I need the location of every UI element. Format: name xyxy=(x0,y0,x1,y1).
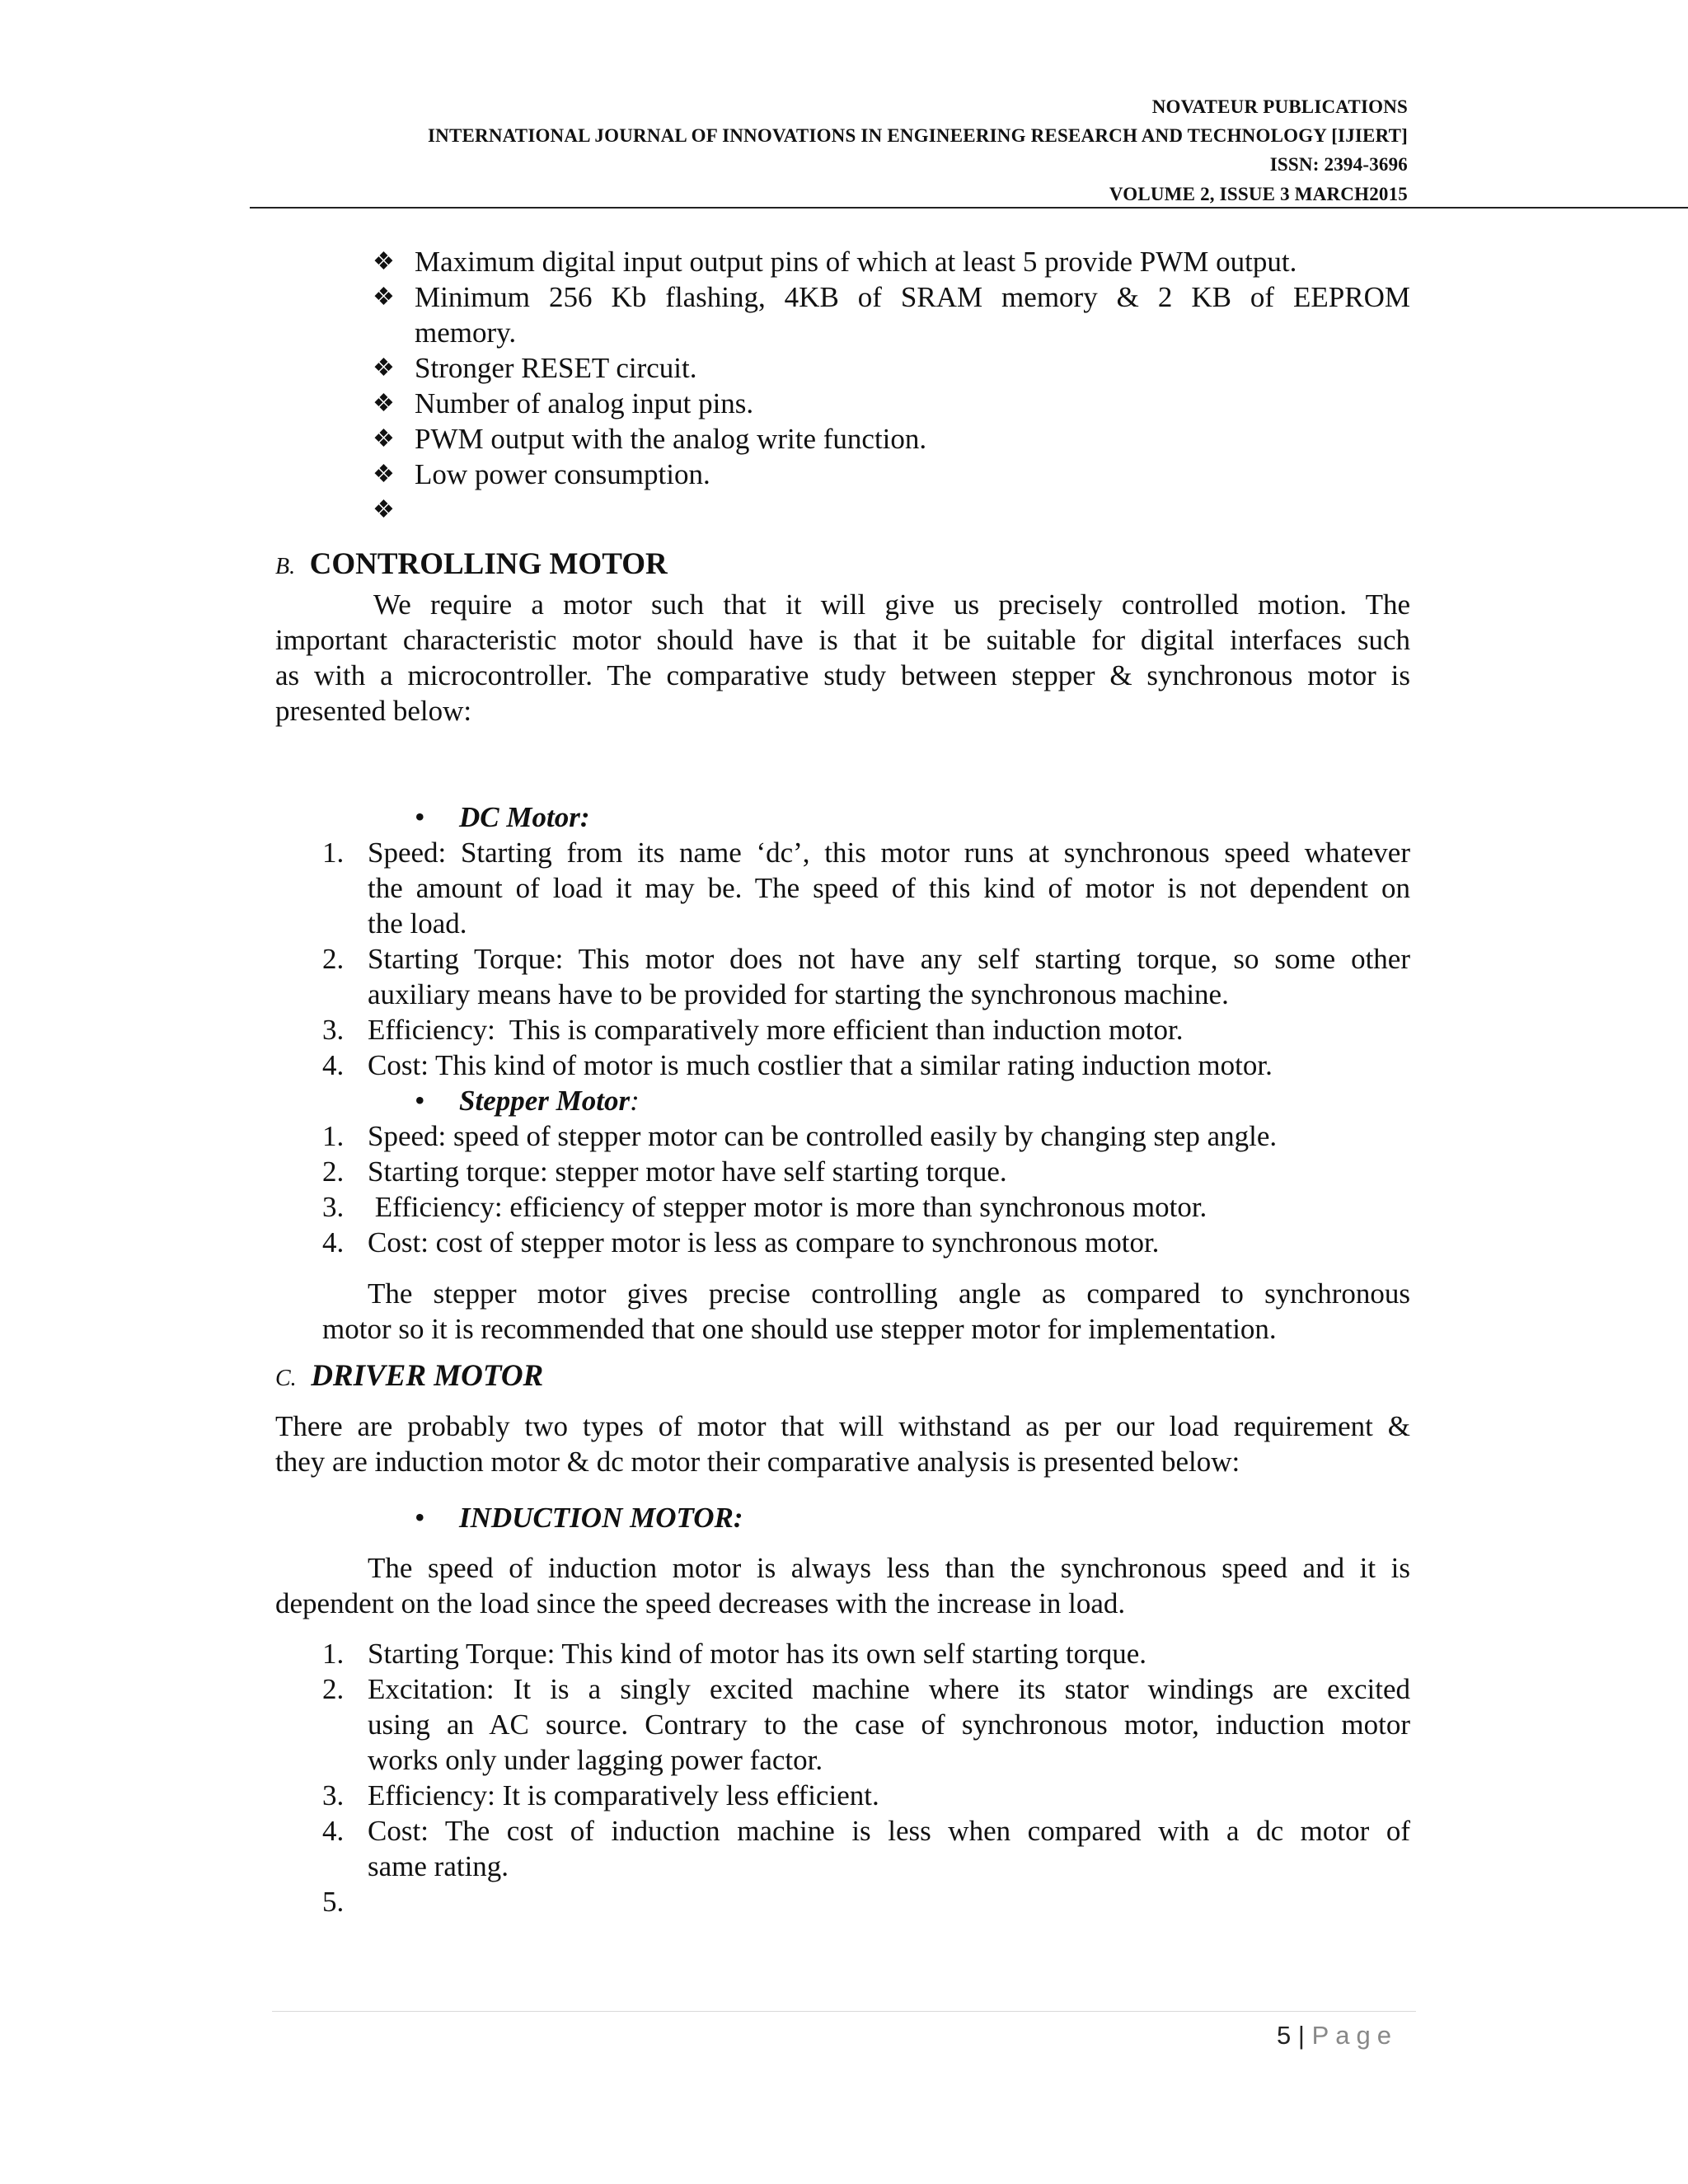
induction-motor-heading: INDUCTION MOTOR: xyxy=(459,1502,743,1534)
list-item-line: Cost: This kind of motor is much costlier that a similar rating induction motor. xyxy=(368,1049,1273,1081)
list-number: 1. xyxy=(322,1120,345,1152)
paragraph-line: We require a motor such that it will give us precisely controlled motion. The xyxy=(373,588,1410,621)
dc-motor-heading: DC Motor: xyxy=(459,801,590,833)
journal-title: INTERNATIONAL JOURNAL OF INNOVATIONS IN ENGINEERING RESEARCH AND TECHNOLOGY [IJIERT] xyxy=(428,125,1408,146)
feature-item: Number of analog input pins. xyxy=(415,387,754,419)
paragraph-line: The speed of induction motor is always less than the synchronous speed and it is xyxy=(368,1552,1410,1584)
list-number: 2. xyxy=(322,1155,345,1188)
list-number: 4. xyxy=(322,1226,345,1258)
diamond-bullet-icon: ❖ xyxy=(373,354,395,382)
paragraph-line: important characteristic motor should have is that it be suitable for digital interfaces such xyxy=(275,624,1410,656)
section-c-heading xyxy=(275,1358,543,1396)
paragraph-line: presented below: xyxy=(275,695,472,727)
header-rule xyxy=(250,207,1688,209)
list-item-line: works only under lagging power factor. xyxy=(368,1744,823,1776)
list-item-line: auxiliary means have to be provided for starting the synchronous machine. xyxy=(368,978,1229,1010)
list-item-line: Speed: speed of stepper motor can be controlled easily by changing step angle. xyxy=(368,1120,1278,1152)
section-title: DRIVER MOTOR xyxy=(311,1359,544,1393)
heading-colon: : xyxy=(630,1085,640,1117)
list-item-line: Excitation: It is a singly excited machine where its stator windings are excited xyxy=(368,1673,1410,1705)
list-number: 4. xyxy=(322,1815,345,1847)
list-item-line: same rating. xyxy=(368,1850,509,1882)
paragraph-line: The stepper motor gives precise controlling angle as compared to synchronous xyxy=(368,1277,1410,1310)
list-item-line: using an AC source. Contrary to the case of synchronous motor, induction motor xyxy=(368,1708,1410,1741)
section-title: CONTROLLING MOTOR xyxy=(309,547,668,581)
list-item-line: the load. xyxy=(368,907,467,940)
feature-item: Stronger RESET circuit. xyxy=(415,352,697,384)
feature-item: Maximum digital input output pins of which at least 5 provide PWM output. xyxy=(415,246,1297,278)
diamond-bullet-icon: ❖ xyxy=(373,284,395,311)
paragraph-line: There are probably two types of motor that will withstand as per our load requirement & xyxy=(275,1410,1410,1442)
list-number: 1. xyxy=(322,837,345,869)
list-number: 1. xyxy=(322,1638,345,1670)
paragraph-line: they are induction motor & dc motor their comparative analysis is presented below: xyxy=(275,1446,1240,1478)
section-letter: B. xyxy=(275,554,296,579)
page-number: 5 xyxy=(1277,2021,1292,2050)
issn: ISSN: 2394-3696 xyxy=(1269,154,1408,175)
paragraph-line: dependent on the load since the speed decreases with the increase in load. xyxy=(275,1587,1126,1619)
section-letter: C. xyxy=(275,1366,297,1391)
bullet-dot-icon: • xyxy=(415,1501,425,1534)
list-number: 2. xyxy=(322,1673,345,1705)
list-item-line: Efficiency: efficiency of stepper motor is more than synchronous motor. xyxy=(368,1191,1207,1223)
diamond-bullet-icon: ❖ xyxy=(373,461,395,488)
list-item-line: Starting Torque: This kind of motor has its own self starting torque. xyxy=(368,1638,1147,1670)
list-item-line: Starting torque: stepper motor have self starting torque. xyxy=(368,1155,1007,1188)
list-number: 3. xyxy=(322,1014,345,1046)
feature-item-continuation: memory. xyxy=(415,316,517,349)
paragraph-line: motor so it is recommended that one should use stepper motor for implementation. xyxy=(322,1313,1277,1345)
volume-issue: VOLUME 2, ISSUE 3 MARCH2015 xyxy=(1109,184,1408,204)
feature-item: Low power consumption. xyxy=(415,458,710,490)
list-item-line: Efficiency: It is comparatively less efficient. xyxy=(368,1779,879,1811)
list-item-line: Speed: Starting from its name ‘dc’, this motor runs at synchronous speed whatever xyxy=(368,837,1410,869)
list-number: 5. xyxy=(322,1886,345,1918)
footer-separator: | xyxy=(1297,2021,1305,2050)
bullet-dot-icon: • xyxy=(415,800,425,833)
list-number: 3. xyxy=(322,1191,345,1223)
page-footer xyxy=(1277,2019,1398,2052)
list-number: 4. xyxy=(322,1049,345,1081)
diamond-bullet-icon: ❖ xyxy=(373,425,395,452)
list-item-line: Cost: The cost of induction machine is less when compared with a dc motor of xyxy=(368,1815,1410,1847)
bullet-dot-icon: • xyxy=(415,1084,425,1117)
paragraph-line: as with a microcontroller. The comparative study between stepper & synchronous motor is xyxy=(275,659,1410,691)
feature-item: Minimum 256 Kb flashing, 4KB of SRAM memory & 2 KB of EEPROM xyxy=(415,281,1410,313)
publisher-name: NOVATEUR PUBLICATIONS xyxy=(1151,96,1408,117)
footer-rule xyxy=(272,2011,1416,2012)
list-item-line: Cost: cost of stepper motor is less as compare to synchronous motor. xyxy=(368,1226,1160,1258)
list-number: 2. xyxy=(322,943,345,975)
stepper-motor-title: Stepper Motor xyxy=(459,1085,631,1117)
list-item-line: Starting Torque: This motor does not have any self starting torque, so some other xyxy=(368,943,1410,975)
section-b-heading xyxy=(275,546,668,584)
diamond-bullet-icon: ❖ xyxy=(373,248,395,275)
list-item-line: Efficiency: This is comparatively more efficient than induction motor. xyxy=(368,1014,1184,1046)
page-word: Page xyxy=(1311,2021,1398,2050)
list-number: 3. xyxy=(322,1779,345,1811)
diamond-bullet-icon: ❖ xyxy=(373,496,395,523)
stepper-motor-heading xyxy=(459,1083,640,1118)
list-item-line: the amount of load it may be. The speed of this kind of motor is not dependent on xyxy=(368,872,1410,904)
feature-item: PWM output with the analog write function. xyxy=(415,423,927,455)
diamond-bullet-icon: ❖ xyxy=(373,390,395,417)
